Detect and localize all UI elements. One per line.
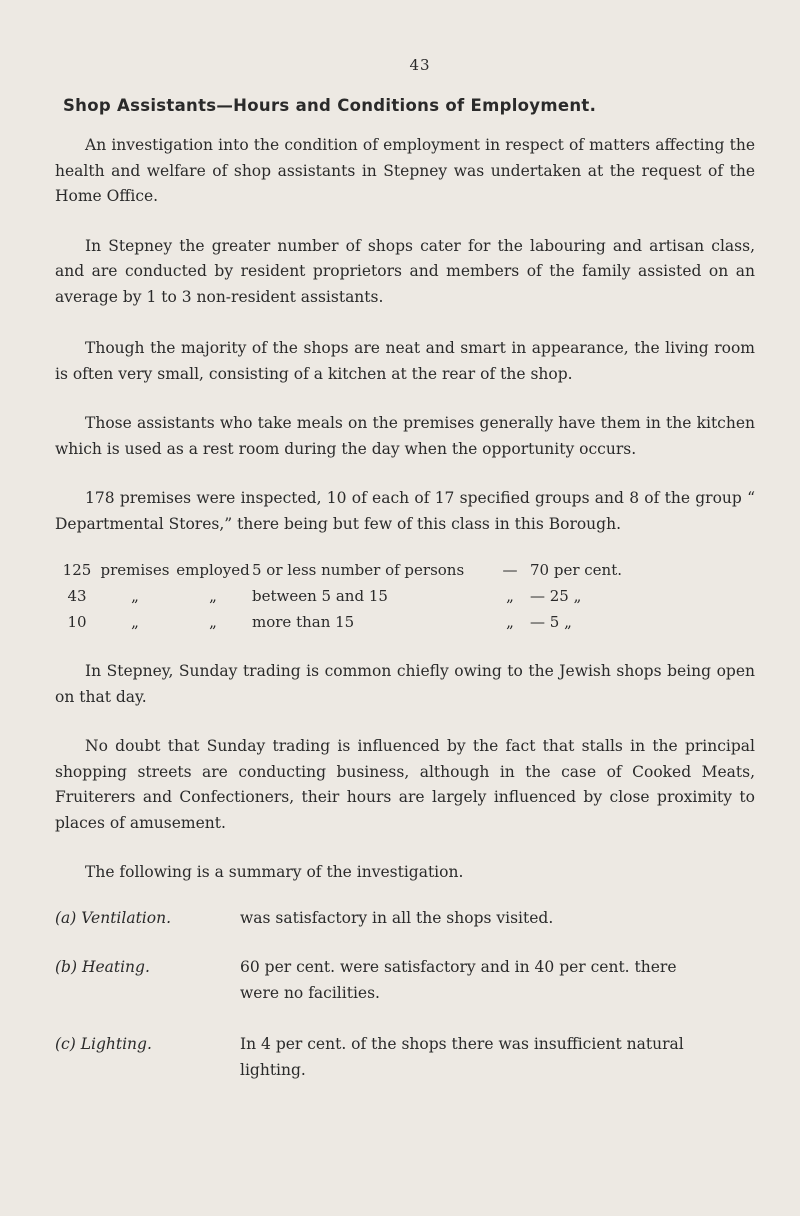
table-row (58, 583, 660, 609)
page-number: 43 (409, 56, 431, 74)
summary-text: 60 per cent. were satisfactory and in 40 per cent. there were no facilities. (240, 958, 677, 1002)
summary-item-lighting (55, 1032, 755, 1083)
table-cell-employed: „ (209, 613, 217, 631)
employment-table (58, 557, 660, 635)
table-cell-premises: premises (100, 561, 170, 579)
page-title: Shop Assistants—Hours and Conditions of Employment. (63, 96, 597, 115)
table-cell-count: 125 (62, 561, 92, 579)
document-page (55, 56, 755, 1083)
table-cell-persons: „ (506, 587, 514, 605)
summary-label: (a) Ventilation. (55, 908, 172, 927)
summary-label: (b) Heating. (55, 958, 150, 976)
table-cell-premises: „ (131, 587, 139, 605)
table-cell-employed: „ (209, 587, 217, 605)
table-cell-percent: — 25 „ (530, 587, 582, 605)
summary-text: was satisfactory in all the shops visited. (240, 908, 554, 927)
table-row (58, 557, 660, 583)
paragraph-shops-cater: In Stepney the greater number of shops cater for the labouring and artisan class, and are conducted by resident proprietors and members of the family assisted on an average by 1 to 3 non-resident assistants. (55, 236, 755, 306)
paragraph-investigation: An investigation into the condition of employment in respect of matters affecting the health and welfare of shop assistants in Stepney was undertaken at the request of the Home Office. (55, 136, 755, 205)
table-cell-premises: „ (131, 613, 139, 631)
paragraph-summary-intro: The following is a summary of the investigation. (85, 863, 464, 881)
table-row (58, 609, 660, 635)
table-cell-description: more than 15 (252, 613, 355, 631)
table-cell-dash: — (502, 561, 518, 579)
table-cell-description: 5 or less number of persons (252, 561, 465, 579)
table-cell-count: 43 (67, 587, 87, 605)
table-cell-percent: — 5 „ (530, 613, 572, 631)
table-cell-percent: 70 per cent. (530, 561, 623, 579)
paragraph-living-room: Though the majority of the shops are neat and smart in appearance, the living room is often very small, consisting of a kitchen at the rear of the shop. (55, 339, 755, 383)
summary-label: (c) Lighting. (55, 1035, 152, 1053)
paragraph-sunday-trading: In Stepney, Sunday trading is common chiefly owing to the Jewish shops being open on that day. (55, 662, 755, 706)
summary-text: In 4 per cent. of the shops there was insufficient natural lighting. (240, 1035, 684, 1079)
summary-item-heating (55, 955, 755, 1006)
table-cell-employed: employed (176, 561, 250, 579)
summary-item-ventilation (55, 906, 755, 932)
paragraph-meals: Those assistants who take meals on the premises generally have them in the kitchen which is used as a rest room during the day when the opportunity occurs. (55, 414, 755, 458)
paragraph-stalls: No doubt that Sunday trading is influenced by the fact that stalls in the principal shopping streets are conducting business, although in the case of Cooked Meats, Fruiterers and Confectioners, their hours are largely influenced by close proximity to places of amusement. (55, 737, 755, 832)
table-cell-count: 10 (67, 613, 87, 631)
table-cell-persons: „ (506, 613, 514, 631)
table-cell-description: between 5 and 15 (252, 587, 388, 605)
paragraph-premises-inspected: 178 premises were inspected, 10 of each of 17 specified groups and 8 of the group “ Departmental Stores,” there being but few of this class in this Borough. (55, 489, 755, 533)
